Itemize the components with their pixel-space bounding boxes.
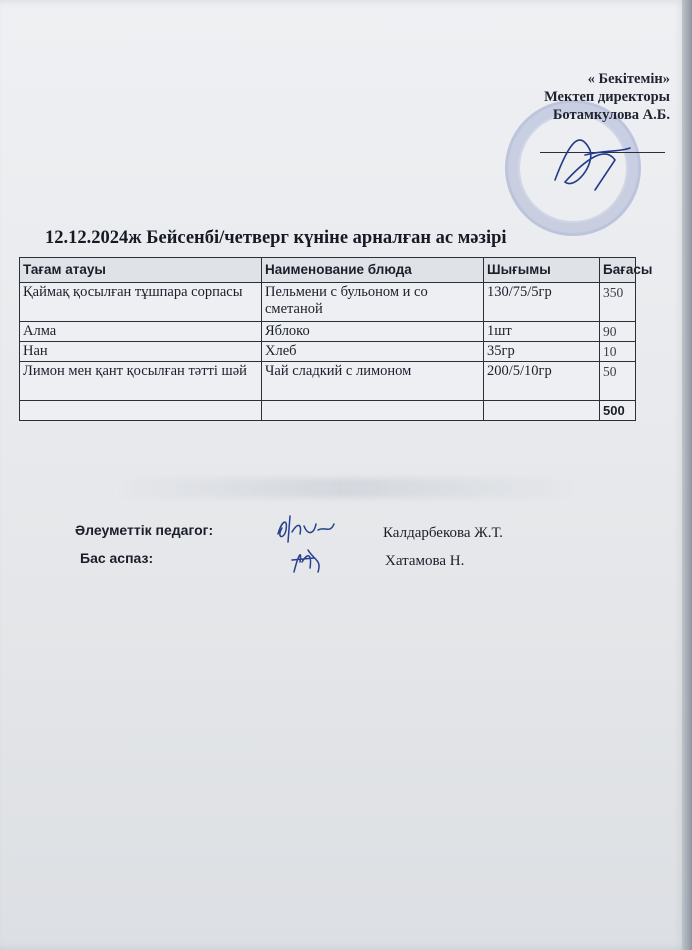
social-pedagogue-name: Калдарбекова Ж.Т.: [383, 525, 503, 541]
background-edge: [682, 0, 692, 950]
head-cook-label: Бас аспаз:: [80, 550, 154, 566]
dish-name-ru: Хлеб: [262, 342, 484, 362]
column-header: Бағасы: [600, 258, 636, 283]
director-signature: [535, 120, 645, 200]
menu-table: [19, 257, 653, 421]
head-cook-signature: [288, 542, 328, 578]
social-pedagogue-signature: [272, 512, 344, 546]
dish-yield: 35гр: [484, 342, 600, 362]
dish-yield: 130/75/5гр: [484, 283, 600, 322]
column-header: Шығымы: [484, 258, 600, 283]
menu-title: 12.12.2024ж Бейсенбі/четверг күніне арналған ас мәзірі: [45, 228, 507, 248]
approval-heading: « Бекітемін»: [587, 71, 670, 87]
dish-name-ru: Пельмени с бульоном и со сметаной: [262, 283, 484, 322]
table-row: [20, 283, 636, 322]
column-header: Тағам атауы: [20, 258, 262, 283]
table-header-row: [20, 258, 636, 283]
dish-price: 90: [600, 322, 636, 342]
approval-director-name: Ботамкулова А.Б.: [552, 107, 670, 123]
dish-price: 350: [600, 283, 636, 322]
dish-name-kz: Қаймақ қосылған тұшпара сорпасы: [20, 283, 262, 322]
show-through-text: [110, 478, 580, 498]
total-price: 500: [600, 401, 636, 421]
table-row: [20, 342, 636, 362]
dish-price: 50: [600, 362, 636, 401]
dish-yield: 200/5/10гр: [484, 362, 600, 401]
dish-name-kz: Алма: [20, 322, 262, 342]
dish-price: 10: [600, 342, 636, 362]
dish-yield: 1шт: [484, 322, 600, 342]
approval-position: Мектеп директоры: [544, 89, 670, 105]
total-row: [20, 401, 636, 421]
dish-name-ru: Чай сладкий с лимоном: [262, 362, 484, 401]
dish-name-kz: Лимон мен қант қосылған тәтті шәй: [20, 362, 262, 401]
column-header: Наименование блюда: [262, 258, 484, 283]
table-row: [20, 362, 636, 401]
dish-name-kz: Нан: [20, 342, 262, 362]
dish-name-ru: Яблоко: [262, 322, 484, 342]
table-row: [20, 322, 636, 342]
approval-block: [500, 70, 670, 124]
head-cook-name: Хатамова Н.: [385, 553, 465, 569]
social-pedagogue-label: Әлеуметтік педагог:: [75, 522, 214, 538]
